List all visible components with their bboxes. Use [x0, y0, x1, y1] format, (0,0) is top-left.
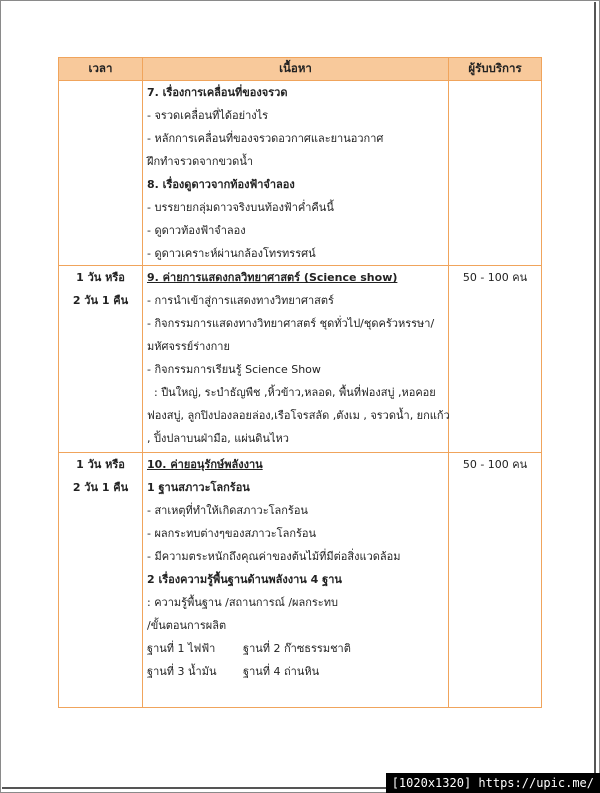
- content-line: : ความรู้พื้นฐาน /สถานการณ์ /ผลกระทบ: [147, 596, 338, 609]
- table-row: [59, 453, 542, 708]
- content-line: ฝึกทำจรวดจากขวดน้ำ: [147, 155, 254, 168]
- time-text: 1 วัน หรือ: [76, 271, 125, 284]
- table-row: [59, 266, 542, 453]
- table-row: [59, 81, 542, 266]
- content-cell: [143, 266, 449, 453]
- header-content: เนื้อหา: [143, 58, 449, 81]
- content-line: [147, 683, 444, 706]
- content-line: - หลักการเคลื่อนที่ของจรวดอวกาศและยานอวกาศ: [147, 132, 384, 145]
- content-cell: [143, 81, 449, 266]
- content-line: - จรวดเคลื่อนที่ได้อย่างไร: [147, 109, 269, 122]
- content-line: : ปืนใหญ่, ระบำธัญพืช ,หิ้วข้าว,หลอด, พื้นที่ฟองสบู่ ,หอคอย: [147, 386, 436, 399]
- content-line: - ผลกระทบต่างๆของสภาวะโลกร้อน: [147, 527, 317, 540]
- content-line: 10. ค่ายอนุรักษ์พลังงาน: [147, 458, 263, 471]
- audience-text: 50 - 100 คน: [462, 271, 528, 284]
- time-cell: [59, 81, 143, 266]
- time-text: 2 วัน 1 คืน: [72, 481, 129, 494]
- audience-text: 50 - 100 คน: [462, 458, 528, 471]
- station-label: ฐานที่ 2 ก๊าซธรรมชาติ: [243, 642, 351, 655]
- content-line: 2 เรื่องความรู้พื้นฐานด้านพลังงาน 4 ฐาน: [147, 573, 342, 586]
- station-label: ฐานที่ 4 ถ่านหิน: [243, 665, 320, 678]
- content-line: มหัศจรรย์ร่างกาย: [147, 340, 230, 353]
- header-time: เวลา: [59, 58, 143, 81]
- content-line: 9. ค่ายการแสดงกลวิทยาศาสตร์ (Science show): [147, 271, 398, 284]
- header-audience: ผู้รับบริการ: [449, 58, 542, 81]
- content-line: ฟองสบู่, ลูกปิงปองลอยล่อง,เรือโจรสลัด ,ตังเม , จรวดน้ำ, ยกแก้ว: [147, 409, 450, 422]
- content-line: - มีความตระหนักถึงคุณค่าของต้นไม้ที่มีต่อสิ่งแวดล้อม: [147, 550, 401, 563]
- content-line: - ดูดาวท้องฟ้าจำลอง: [147, 224, 246, 237]
- table-header-row: [59, 58, 542, 81]
- content-line: , ปิ้งปลาบนฝ่ามือ, แผ่นดินไหว: [147, 432, 289, 445]
- activity-table: [58, 57, 542, 708]
- content-line: 7. เรื่องการเคลื่อนที่ของจรวด: [147, 86, 288, 99]
- content-line: - กิจกรรมการเรียนรู้ Science Show: [147, 363, 321, 376]
- content-line: - บรรยายกลุ่มดาวจริงบนท้องฟ้าค่ำคืนนี้: [147, 201, 334, 214]
- content-line: - การนำเข้าสู่การแสดงทางวิทยาศาสตร์: [147, 294, 334, 307]
- content-line: - สาเหตุที่ทำให้เกิดสภาวะโลกร้อน: [147, 504, 308, 517]
- audience-cell: [449, 81, 542, 266]
- time-text: 1 วัน หรือ: [76, 458, 125, 471]
- watermark: [1020x1320] https://upic.me/: [386, 773, 600, 793]
- content-line: - ดูดาวเคราะห์ผ่านกล้องโทรทรรศน์: [147, 247, 316, 260]
- content-line: /ขั้นตอนการผลิต: [147, 619, 227, 632]
- content-line: - กิจกรรมการแสดงทางวิทยาศาสตร์ ชุดทั่วไป/ชุดครัวหรรษา/: [147, 317, 435, 330]
- content-line: [147, 660, 444, 683]
- audience-cell: [449, 266, 542, 453]
- time-cell: [59, 453, 143, 708]
- content-line: [147, 637, 444, 660]
- time-text: 2 วัน 1 คืน: [72, 294, 129, 307]
- audience-text: [453, 81, 537, 104]
- station-label: ฐานที่ 1 ไฟฟ้า: [147, 642, 216, 655]
- content-line: 1 ฐานสภาวะโลกร้อน: [147, 481, 250, 494]
- content-cell: [143, 453, 449, 708]
- content-line: 8. เรื่องดูดาวจากท้องฟ้าจำลอง: [147, 178, 295, 191]
- audience-cell: [449, 453, 542, 708]
- time-cell: [59, 266, 143, 453]
- station-label: ฐานที่ 3 น้ำมัน: [147, 665, 217, 678]
